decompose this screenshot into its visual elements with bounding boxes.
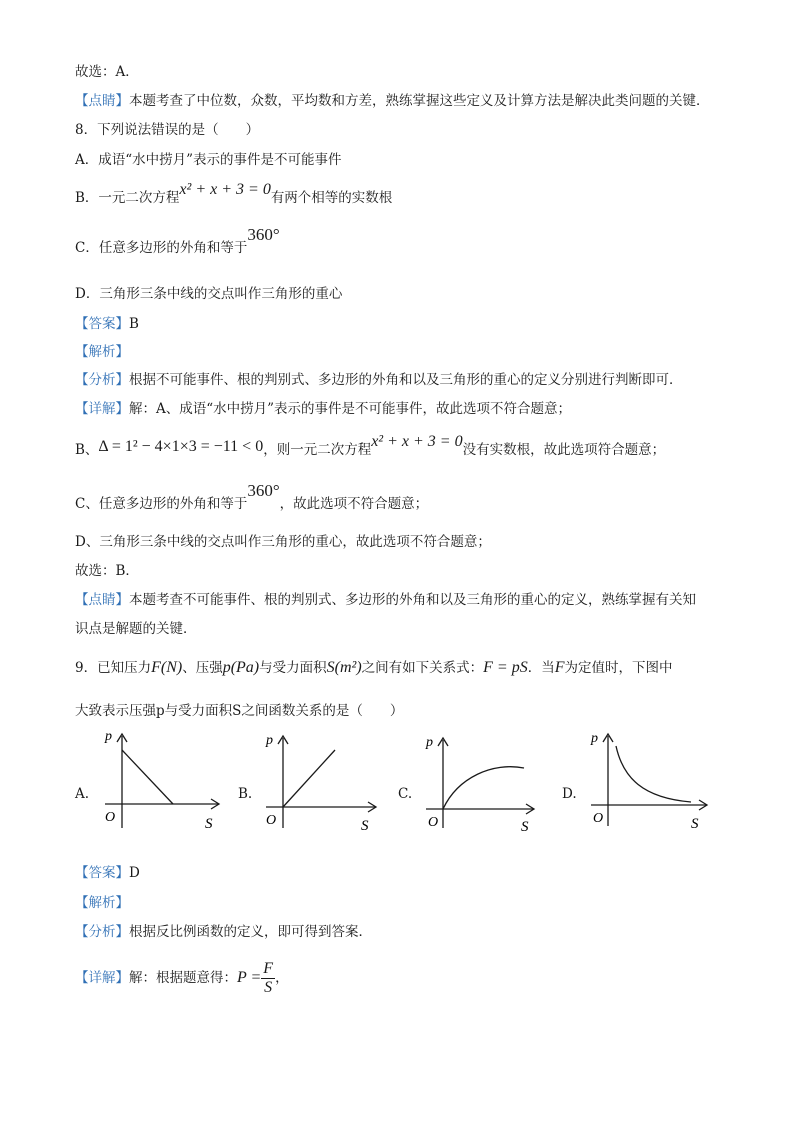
graph-c-curve: [443, 767, 524, 809]
question-8-option-d: D．三角形三条中线的交点叫作三角形的重心: [75, 286, 343, 302]
xj-c-degree: 360°: [247, 481, 280, 500]
conclusion-8: 故选：B．: [75, 563, 139, 579]
xj-b-equation: x² + x + 3 = 0: [371, 433, 463, 450]
graph-d-p-label: p: [591, 731, 598, 746]
dianjing-tag-8: 【点睛】: [75, 592, 129, 608]
graph-b-origin-label: O: [266, 813, 277, 828]
fenxi-text-9: 根据反比例函数的定义，即可得到答案．: [129, 924, 372, 940]
question-9-stem-1: [75, 658, 673, 678]
fenxi-text: 根据不可能事件、根的判别式、多边形的外角和以及三角形的重心的定义分别进行判断即可．: [129, 372, 683, 388]
fraction-denominator: S: [264, 979, 273, 996]
q9-text-d: 之间有如下关系式：: [361, 660, 484, 676]
dianjing-line-8b: 识点是解题的关键．: [75, 621, 197, 637]
graph-a-s-label: S: [205, 816, 213, 832]
q9-text-f: 为定值时，下图中: [564, 660, 673, 676]
option-graphs: [75, 728, 735, 833]
fenxi-line-9: [75, 922, 372, 942]
xj-b-prefix: B、: [75, 442, 99, 458]
q9-area: S(m²): [326, 659, 362, 676]
answer-line-8: [75, 314, 139, 334]
q9-force: F(N): [151, 659, 183, 676]
dianjing-line-8a: [75, 590, 696, 610]
xj-b-mid: ，则一元二次方程: [263, 442, 372, 458]
xiangjie-line-9: [75, 958, 289, 998]
graph-a-origin-label: O: [105, 810, 116, 825]
option-b-text: B．一元二次方程: [75, 190, 180, 206]
xiangjie-line-8d: D、三角形三条中线的交点叫作三角形的重心，故此选项不符合题意；: [75, 534, 491, 550]
answer-value-9: D: [129, 865, 140, 881]
dianjing-text: 本题考查了中位数，众数，平均数和方差，熟练掌握这些定义及计算方法是解决此类问题的关键．: [129, 93, 710, 109]
xiangjie-line-8a: [75, 399, 571, 419]
xiangjie-text-a: 解：A、成语“水中捞月”表示的事件是不可能事件，故此选项不符合题意；: [129, 401, 572, 417]
option-b-equation: x² + x + 3 = 0: [179, 181, 271, 198]
q9-pressure: p(Pa): [222, 659, 260, 676]
graph-d-curve: [616, 746, 691, 802]
q9-text-c: 与受力面积: [259, 660, 327, 676]
answer-tag-9: 【答案】: [75, 865, 129, 881]
graph-a: [95, 728, 230, 833]
graph-d-label: D.: [562, 786, 577, 802]
xiangjie-line-8c: [75, 481, 429, 514]
answer-value: B: [129, 316, 139, 332]
xiangjie-comma: ，: [275, 970, 289, 986]
fenxi-line-8: [75, 370, 683, 390]
discriminant-expression: Δ = 1² − 4×1×3 = −11 < 0: [98, 438, 264, 455]
xiangjie-text-9: 解：根据题意得：: [129, 970, 237, 986]
option-b-text-end: 有两个相等的实数根: [270, 190, 393, 206]
graph-d-origin-label: O: [593, 811, 604, 826]
graph-d-s-label: S: [691, 816, 699, 832]
question-8-option-c: [75, 225, 280, 258]
option-c-degree: 360°: [247, 225, 280, 244]
jiexi-tag-8: 【解析】: [75, 344, 129, 360]
question-9-stem-2: 大致表示压强p与受力面积S之间函数关系的是（ ）: [75, 703, 404, 719]
q9-force-2: F: [554, 659, 565, 676]
graph-c-label: C.: [398, 786, 413, 802]
graph-c-origin-label: O: [428, 815, 439, 830]
q9-relation: F = pS: [483, 659, 528, 676]
graph-a-label: A.: [75, 786, 90, 802]
graph-b-s-label: S: [361, 818, 369, 833]
graph-d: [583, 728, 713, 833]
graph-c-s-label: S: [521, 819, 529, 833]
fenxi-tag: 【分析】: [75, 372, 129, 388]
graph-c: [418, 732, 543, 833]
jiexi-tag-9: 【解析】: [75, 895, 129, 911]
graph-a-p-label: p: [105, 729, 112, 744]
answer-line-9: [75, 863, 140, 883]
graph-b-curve: [283, 750, 335, 807]
graph-c-p-label: p: [426, 735, 433, 750]
answer-choice-line: 故选：A．: [75, 64, 139, 80]
question-8-option-b: [75, 181, 393, 208]
fenxi-tag-9: 【分析】: [75, 924, 129, 940]
q9-text-e: ．当: [527, 660, 555, 676]
xj-b-post: 没有实数根，故此选项符合题意；: [462, 442, 666, 458]
dianjing-text-8a: 本题考查不可能事件、根的判别式、多边形的外角和以及三角形的重心的定义，熟练掌握有关知: [129, 592, 696, 608]
option-c-text: C．任意多边形的外角和等于: [75, 240, 248, 256]
dianjing-line-7: [75, 91, 710, 111]
graph-b: [258, 730, 383, 833]
graph-b-label: B.: [238, 786, 253, 802]
xiangjie-tag-9: 【详解】: [75, 970, 129, 986]
graph-a-curve: [122, 750, 173, 804]
xiangjie-line-8b: [75, 433, 666, 460]
q9-text-a: 9．已知压力: [75, 660, 152, 676]
fraction-numerator: F: [263, 960, 274, 977]
xiangjie-tag: 【详解】: [75, 401, 129, 417]
xj-c-prefix: C、任意多边形的外角和等于: [75, 496, 248, 512]
question-8-option-a: A．成语“水中捞月”表示的事件是不可能事件: [75, 152, 342, 168]
graph-b-p-label: p: [266, 733, 273, 748]
formula-lhs: P =: [237, 969, 262, 986]
dianjing-tag: 【点睛】: [75, 93, 129, 109]
q9-text-b: 、压强: [182, 660, 223, 676]
formula-fraction: [261, 960, 275, 997]
xj-c-post: ，故此选项不符合题意；: [279, 496, 429, 512]
answer-tag: 【答案】: [75, 316, 129, 332]
question-8-stem: 8．下列说法错误的是（ ）: [75, 122, 260, 138]
